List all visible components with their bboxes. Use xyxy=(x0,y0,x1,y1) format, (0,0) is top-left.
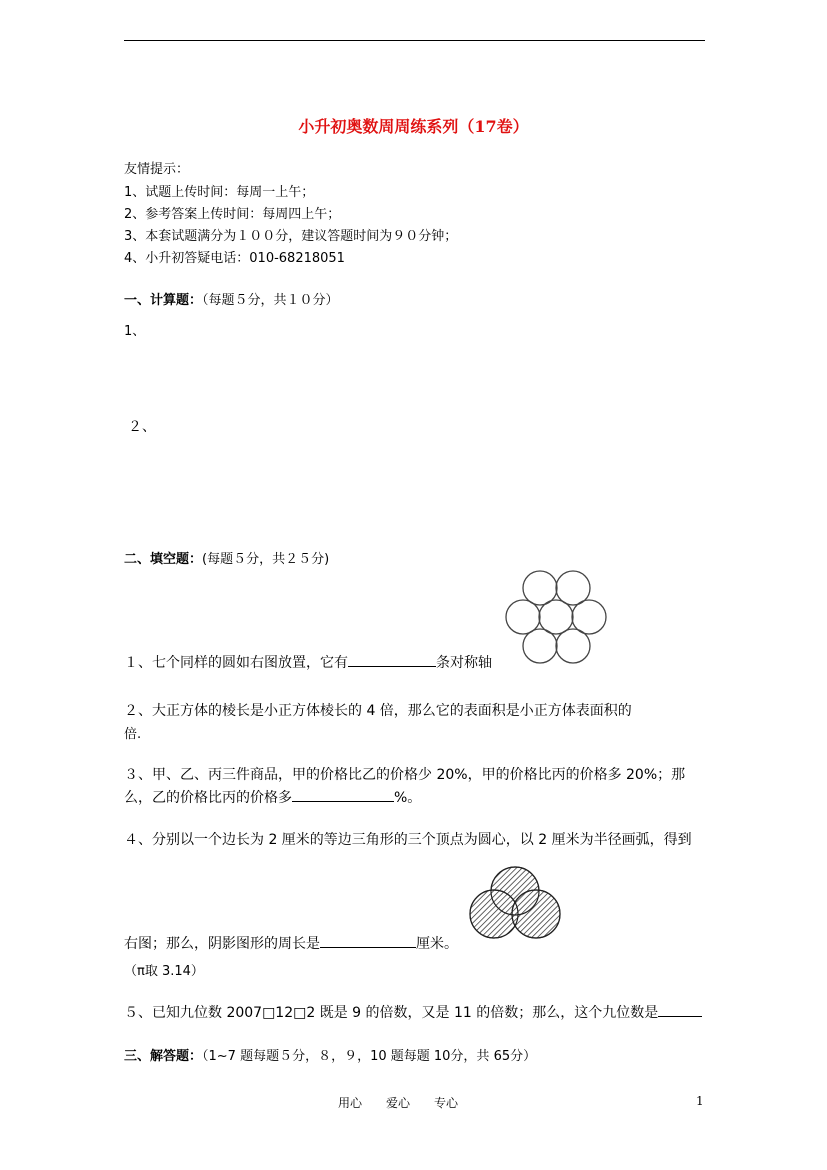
header-rule xyxy=(124,40,705,41)
section2-q3-line2 xyxy=(124,787,421,807)
page-number: 1 xyxy=(696,1094,704,1108)
section3-note: （1~7 题每题５分，８，９，10 题每题 10分，共 65分） xyxy=(202,1049,537,1064)
seven-circles-figure xyxy=(500,568,612,668)
q4-answer-blank[interactable] xyxy=(320,933,416,948)
section2-title xyxy=(124,548,329,567)
q5-answer-blank[interactable] xyxy=(658,1002,702,1017)
tip-item-4: 4、小升初答疑电话：010-68218051 xyxy=(124,251,345,266)
q3-text: 么，乙的价格比丙的价格多 xyxy=(124,790,292,806)
tips-heading: 友情提示： xyxy=(124,162,190,177)
q3-text-end: %。 xyxy=(394,790,422,806)
reuleaux-triangle-figure xyxy=(466,850,570,942)
section2-q2-line2: 倍. xyxy=(124,727,142,742)
section1-q1: 1、 xyxy=(124,324,146,339)
q3-answer-blank[interactable] xyxy=(292,787,394,802)
section3-title xyxy=(124,1045,536,1064)
tip-item-2: 2、参考答案上传时间：每周四上午； xyxy=(124,207,341,222)
section2-q5 xyxy=(124,1002,702,1022)
section2-q1 xyxy=(124,652,492,672)
tip-item-1: 1、试题上传时间：每周一上午； xyxy=(124,185,315,200)
q5-text: ５、已知九位数 2007□12□2 既是 9 的倍数，又是 11 的倍数；那么，这个九位数是 xyxy=(124,1005,659,1021)
section2-heading: 二、填空题： xyxy=(124,552,203,567)
page-title: 小升初奥数周周练系列（17卷） xyxy=(298,117,529,136)
section2-q4-note: （π取 3.14） xyxy=(124,964,204,979)
section3-heading: 三、解答题： xyxy=(124,1049,203,1064)
footer-motto: 用心 爱心 专心 xyxy=(338,1096,459,1110)
q4-text: 右图；那么，阴影图形的周长是 xyxy=(124,936,320,952)
q1-text: １、七个同样的圆如右图放置，它有 xyxy=(124,655,348,671)
section2-q4-line2 xyxy=(124,933,458,953)
section1-q2: ２、 xyxy=(128,419,156,435)
tip-item-3: 3、本套试题满分为１００分，建议答题时间为９０分钟； xyxy=(124,229,458,244)
section2-q4-line1: ４、分别以一个边长为 2 厘米的等边三角形的三个顶点为圆心，以 2 厘米为半径画弧，得到 xyxy=(124,832,692,848)
q4-text-end: 厘米。 xyxy=(416,936,458,952)
section2-note: (每题５分，共２５分) xyxy=(202,552,330,567)
q1-text-end: 条对称轴 xyxy=(436,655,492,671)
section2-q3-line1: ３、甲、乙、丙三件商品，甲的价格比乙的价格少 20%，甲的价格比丙的价格多 20%；那 xyxy=(124,767,686,783)
section2-q2-line1: ２、大正方体的棱长是小正方体棱长的 4 倍，那么它的表面积是小正方体表面积的 xyxy=(124,703,632,719)
section1-note: （每题５分，共１０分） xyxy=(202,293,339,308)
q1-answer-blank[interactable] xyxy=(348,652,436,667)
section1-heading: 一、计算题： xyxy=(124,293,203,308)
section1-title xyxy=(124,289,339,308)
